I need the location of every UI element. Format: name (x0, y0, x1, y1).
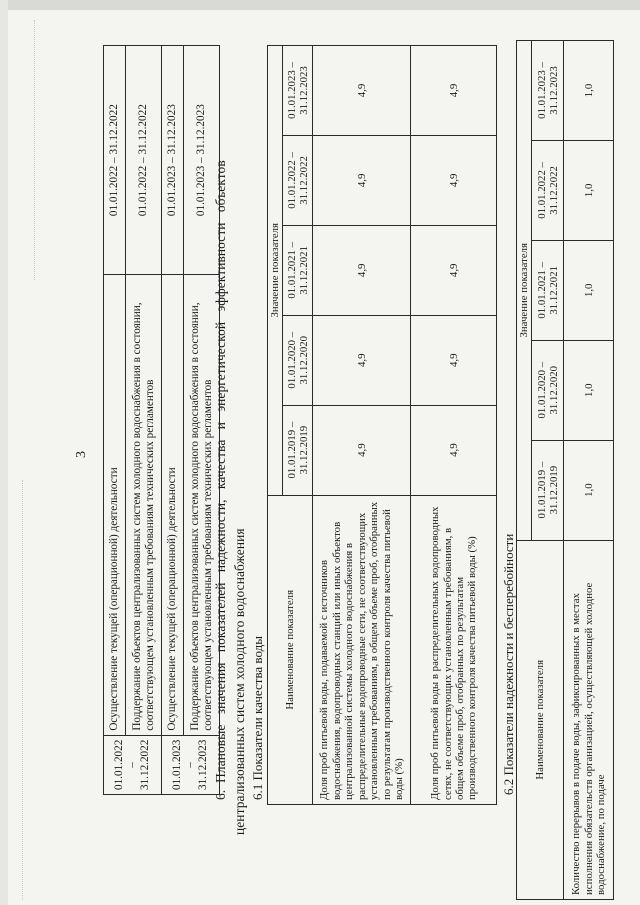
column-header-group: Значение показателя (517, 41, 532, 541)
column-header-period: 01.01.2023 – 31.12.2023 (532, 41, 564, 141)
column-header-period: 01.01.2022 – 31.12.2022 (532, 140, 564, 240)
value-cell: 1,0 (564, 440, 614, 540)
period-cell: 01.01.2023 – 31.12.2023 (162, 735, 220, 794)
value-cell: 4,9 (411, 315, 497, 405)
column-header-period: 01.01.2022 – 31.12.2022 (283, 135, 313, 225)
value-cell: 1,0 (564, 41, 614, 141)
column-header-group: Значение показателя (268, 46, 283, 496)
water-quality-table (267, 45, 497, 805)
activity-cell: Осуществление текущей (операционной) деятельности (162, 275, 184, 735)
column-header-period: 01.01.2020 – 31.12.2020 (532, 340, 564, 440)
column-header-period: 01.01.2019 – 31.12.2019 (283, 405, 313, 495)
table-row (104, 46, 126, 795)
table-row (162, 46, 184, 795)
section-6-2-title: 6.2 Показатели надежности и бесперебойности (501, 533, 516, 795)
value-cell: 1,0 (564, 340, 614, 440)
value-cell: 4,9 (313, 315, 411, 405)
indicator-name-cell: Количество перерывов в подаче воды, зафиксированных в местах исполнения обязательств организацией, осуществляющей холодное водоснабжение, по подаче (564, 540, 614, 899)
date-cell: 01.01.2022 – 31.12.2022 (104, 46, 126, 275)
column-header-period: 01.01.2019 – 31.12.2019 (532, 440, 564, 540)
column-header-period: 01.01.2023 – 31.12.2023 (283, 46, 313, 136)
activity-cell: Осуществление текущей (операционной) деятельности (104, 275, 126, 735)
activity-cell: Поддержание объектов централизованных систем холодного водоснабжения в состоянии, соответствующем установленным требованиям технических регламентов (126, 275, 162, 735)
value-cell: 4,9 (313, 46, 411, 136)
value-cell: 4,9 (313, 135, 411, 225)
value-cell: 4,9 (411, 46, 497, 136)
period-cell: 01.01.2022 – 31.12.2022 (104, 735, 162, 794)
date-cell: 01.01.2022 – 31.12.2022 (126, 46, 162, 275)
column-header-period: 01.01.2021 – 31.12.2021 (283, 225, 313, 315)
value-cell: 4,9 (313, 405, 411, 495)
column-header-period: 01.01.2020 – 31.12.2020 (283, 315, 313, 405)
reliability-table (516, 40, 614, 900)
value-cell: 4,9 (411, 405, 497, 495)
indicator-name-cell: Доля проб питьевой воды в распределительных водопроводных сетях, не соответствующих установленным требованиям, в общем объеме проб, отобранных по результатам производственного контроля качества питьевой воды (%) (411, 495, 497, 804)
column-header-name: Наименование показателя (517, 540, 564, 899)
value-cell: 4,9 (411, 135, 497, 225)
value-cell: 4,9 (411, 225, 497, 315)
table-row (313, 46, 411, 805)
section-6-heading-line-1: 6. Плановые значения показателей надежности, качества и энергетической эффективности объектов (213, 160, 228, 800)
table-row (564, 41, 614, 900)
table-row (126, 46, 162, 795)
value-cell: 4,9 (313, 225, 411, 315)
value-cell: 1,0 (564, 240, 614, 340)
date-cell: 01.01.2023 – 31.12.2023 (184, 46, 220, 275)
column-header-period: 01.01.2021 – 31.12.2021 (532, 240, 564, 340)
table-header-row (268, 46, 283, 805)
table-row (411, 46, 497, 805)
indicator-name-cell: Доля проб питьевой воды, подаваемой с источников водоснабжения, водопроводных станций или иных объектов централизованной системы холодного водоснабжения в распределительные водопроводные сети, не соответствующих установленным требованиям, в общем объеме проб, отобранных по результатам производственного контроля качества питьевой воды (%) (313, 495, 411, 804)
table-header-row (517, 41, 532, 900)
date-cell: 01.01.2023 – 31.12.2023 (162, 46, 184, 275)
column-header-name: Наименование показателя (268, 495, 313, 804)
activity-cell: Поддержание объектов централизованных систем холодного водоснабжения в состоянии, соответствующем установленным требованиям технических регламентов (184, 275, 220, 735)
value-cell: 1,0 (564, 140, 614, 240)
schedule-continued-table (103, 45, 220, 795)
section-6-heading-line-2: централизованных систем холодного водоснабжения (232, 528, 247, 835)
section-6-1-title: 6.1 Показатели качества воды (250, 636, 265, 800)
page-number: 3 (74, 451, 89, 458)
